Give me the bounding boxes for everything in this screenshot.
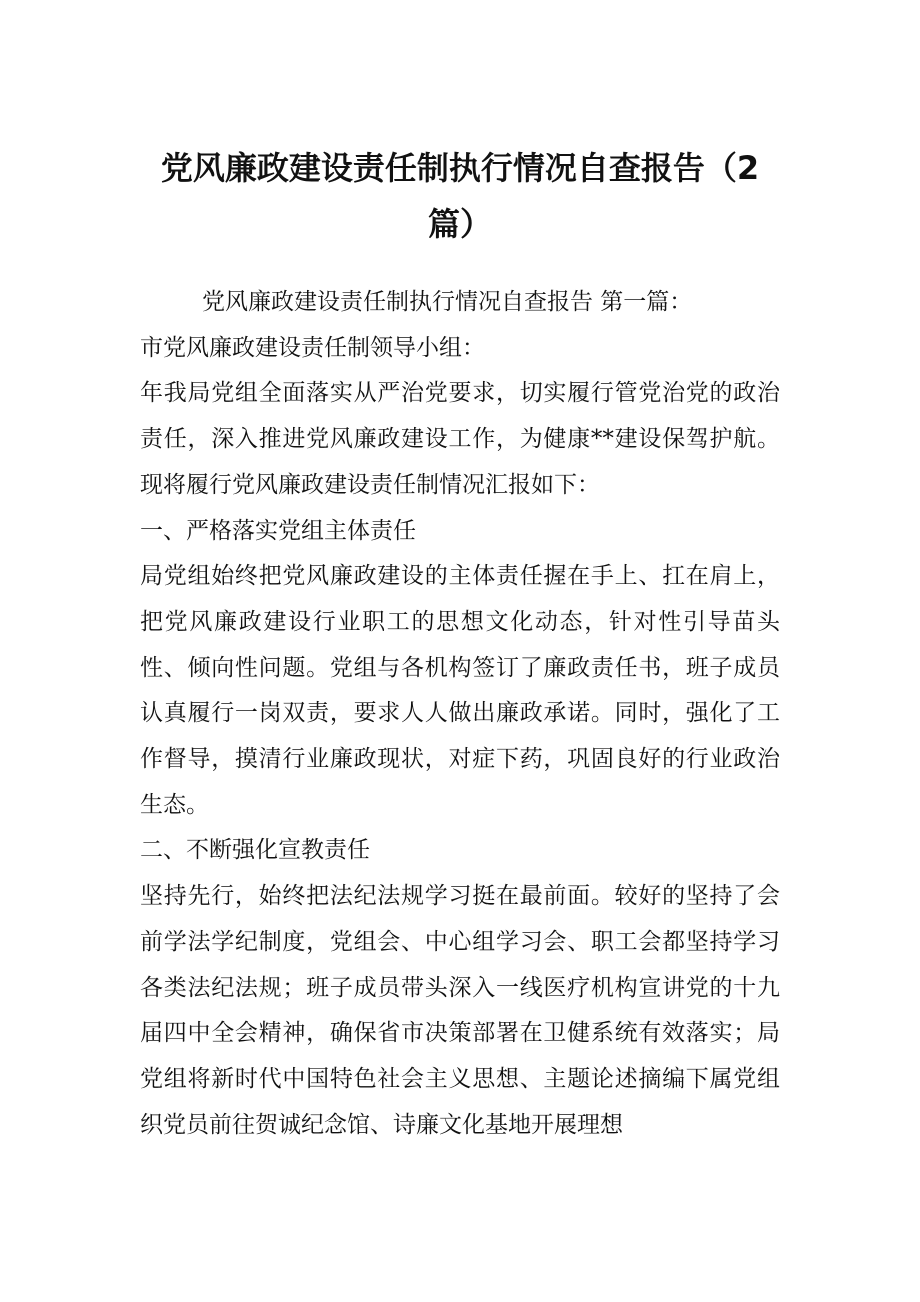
addressee: 市党风廉政建设责任制领导小组： [140,334,485,361]
body-paragraph-2: 坚持先行，始终把法纪法规学习挺在最前面。较好的坚持了会前学法学纪制度，党组会、中心组学习会、职工会都坚持学习各类法纪法规；班子成员带头深入一线医疗机构宣讲党的十九届四中全会精神，确保省市决策部署在卫健系统有效落实；局党组将新时代中国特色社会主义思想、主题论述摘编下属党组织党员前往贺诚纪念馆、诗廉文化基地开展理想 [140,883,780,1138]
document-title: 党风廉政建设责任制执行情况自查报告（2篇） [160,149,760,243]
section-heading: 党风廉政建设责任制执行情况自查报告 第一篇： [202,289,693,315]
body-paragraph-1: 局党组始终把党风廉政建设的主体责任握在手上、扛在肩上，把党风廉政建设行业职工的思想文化动态，针对性引导苗头性、倾向性问题。党组与各机构签订了廉政责任书，班子成员认真履行一岗双责，要求人人做出廉政承诺。同时，强化了工作督导，摸清行业廉政现状，对症下药，巩固良好的行业政治生态。 [140,563,780,818]
document-body [140,280,780,1148]
subheading-2: 二、不断强化宣教责任 [140,837,370,864]
intro-paragraph: 年我局党组全面落实从严治党要求，切实履行管党治党的政治责任，深入推进党风廉政建设工作，为健康**建设保驾护航。现将履行党风廉政建设责任制情况汇报如下： [140,380,780,498]
subheading-1: 一、严格落实党组主体责任 [140,517,416,544]
